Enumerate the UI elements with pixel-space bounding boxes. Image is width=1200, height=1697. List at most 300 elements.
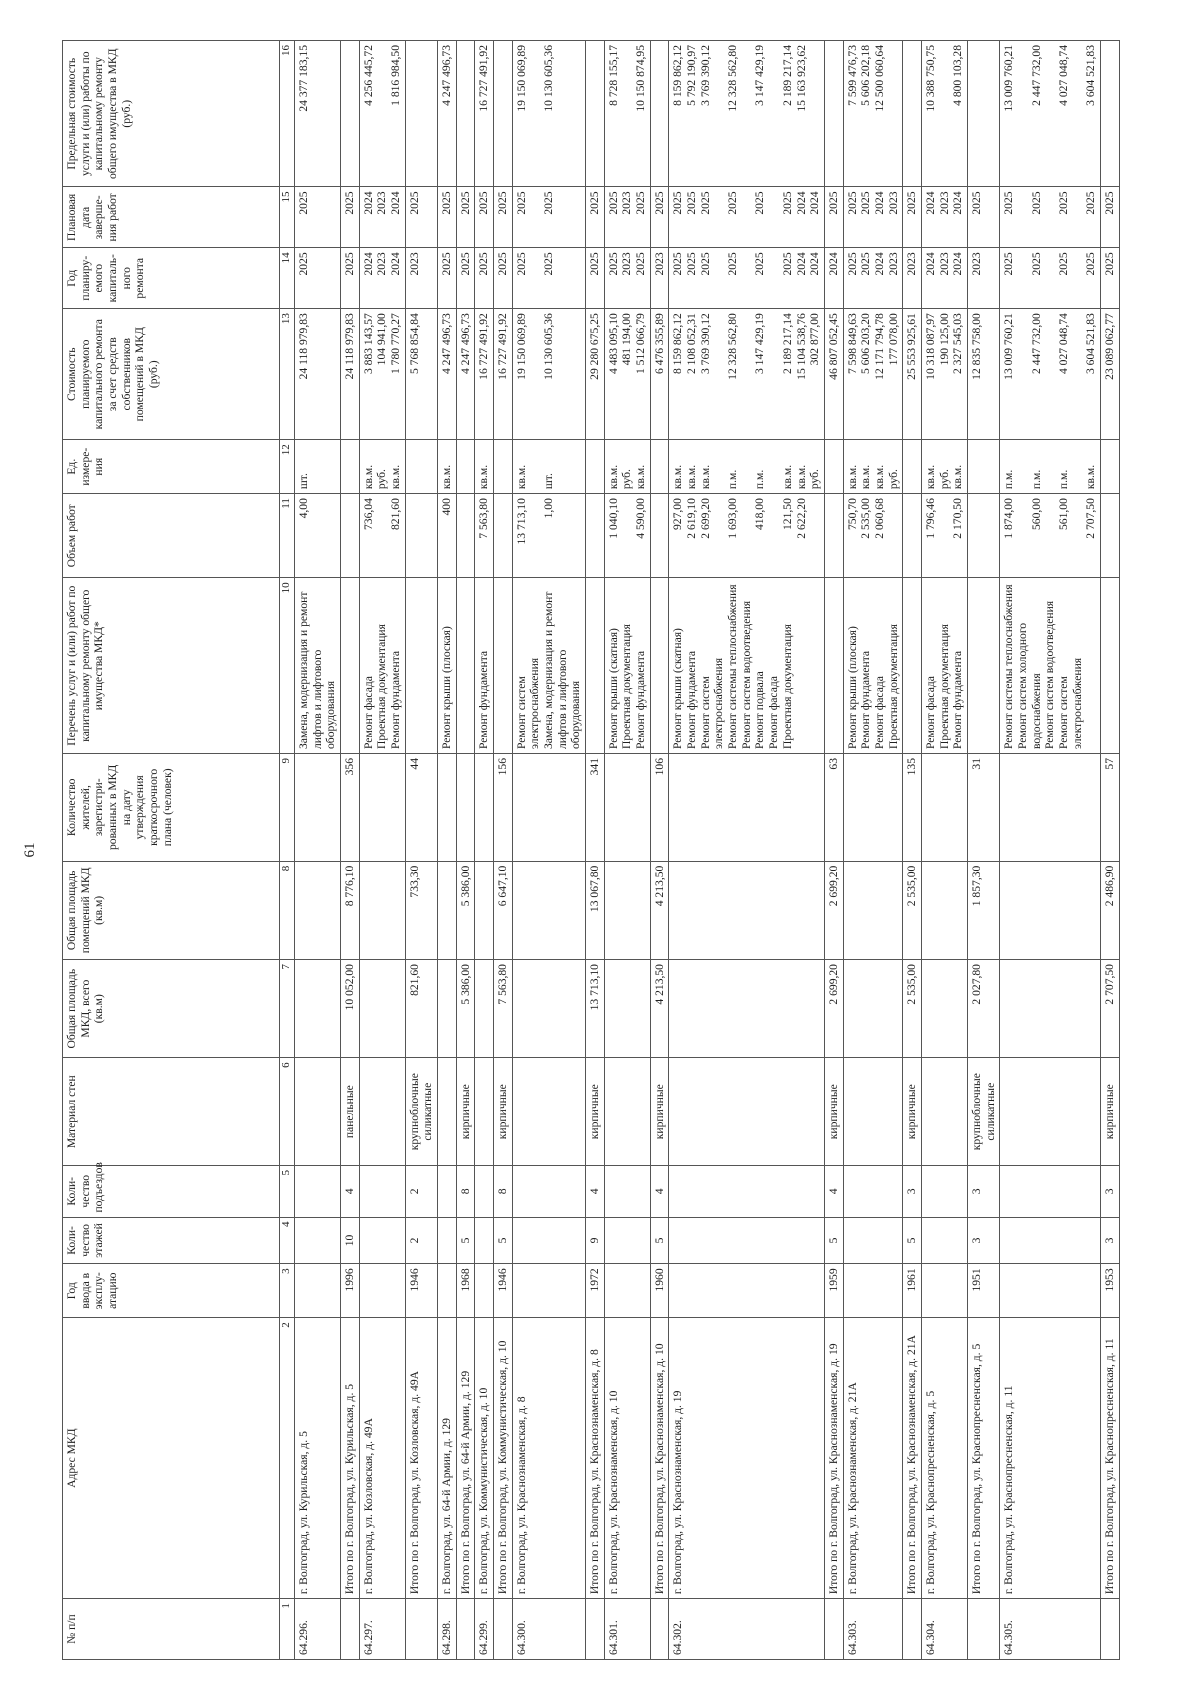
entrances-cell: 4 bbox=[586, 1166, 605, 1218]
address-cell: Итого по г. Волгоград, ул. Краснопресненская, д. 11 bbox=[1100, 1318, 1119, 1599]
rotated-page bbox=[22, 40, 1142, 1660]
planned-cost-cell: 4 247 496,73 bbox=[438, 309, 457, 440]
row-number bbox=[903, 1599, 922, 1660]
header-row bbox=[63, 41, 280, 1660]
limit-cost-cell bbox=[494, 41, 513, 187]
table-row bbox=[921, 41, 967, 1660]
entrances-cell: 2 bbox=[405, 1166, 437, 1218]
year-built-cell bbox=[475, 1264, 494, 1318]
capital-repair-table bbox=[62, 40, 1120, 1660]
column-number: 10 bbox=[280, 578, 295, 754]
wall-material-cell: кирпичные bbox=[903, 1058, 922, 1166]
unit-cell: кв.м. bbox=[475, 440, 494, 494]
entrances-cell: 4 bbox=[824, 1166, 843, 1218]
year-built-cell: 1972 bbox=[586, 1264, 605, 1318]
row-number bbox=[405, 1599, 437, 1660]
header-cell: Объем работ bbox=[63, 494, 280, 578]
planned-cost-cell: 24 118 979,83 bbox=[295, 309, 341, 440]
completion-date-cell: 2025 2025 2025 2025 bbox=[1000, 187, 1101, 248]
row-number: 64.296. bbox=[295, 1599, 341, 1660]
repair-year-cell: 2024 2023 2024 bbox=[921, 248, 967, 309]
row-number bbox=[341, 1599, 360, 1660]
floors-cell: 3 bbox=[967, 1217, 999, 1264]
work-volume-cell bbox=[650, 494, 669, 578]
row-number: 64.304. bbox=[921, 1599, 967, 1660]
work-volume-cell bbox=[405, 494, 437, 578]
floors-cell bbox=[295, 1217, 341, 1264]
limit-cost-cell bbox=[456, 41, 475, 187]
completion-date-cell: 2025 bbox=[475, 187, 494, 248]
premises-area-cell: 13 067,80 bbox=[586, 861, 605, 959]
repair-year-cell: 2025 bbox=[438, 248, 457, 309]
wall-material-cell: крупноблочные силикатные bbox=[967, 1058, 999, 1166]
row-number: 64.299. bbox=[475, 1599, 494, 1660]
floors-cell: 3 bbox=[1100, 1217, 1119, 1264]
row-number bbox=[824, 1599, 843, 1660]
unit-cell: кв.м. bbox=[438, 440, 457, 494]
works-list-cell bbox=[405, 578, 437, 754]
column-number: 14 bbox=[280, 248, 295, 309]
header-cell: Общая площадь МКД, всего (кв.м) bbox=[63, 960, 280, 1058]
entrances-cell bbox=[604, 1166, 650, 1218]
premises-area-cell: 4 213,50 bbox=[650, 861, 669, 959]
premises-area-cell bbox=[475, 861, 494, 959]
wall-material-cell bbox=[295, 1058, 341, 1166]
entrances-cell: 8 bbox=[494, 1166, 513, 1218]
work-volume-cell bbox=[586, 494, 605, 578]
wall-material-cell bbox=[1000, 1058, 1101, 1166]
year-built-cell bbox=[669, 1264, 824, 1318]
entrances-cell: 3 bbox=[1100, 1166, 1119, 1218]
limit-cost-cell: 16 727 491,92 bbox=[475, 41, 494, 187]
premises-area-cell: 5 386,00 bbox=[456, 861, 475, 959]
total-area-cell: 4 213,50 bbox=[650, 960, 669, 1058]
unit-cell: п.м. п.м. п.м. кв.м. bbox=[1000, 440, 1101, 494]
limit-cost-cell: 4 247 496,73 bbox=[438, 41, 457, 187]
unit-cell bbox=[586, 440, 605, 494]
limit-cost-cell: 8 728 155,17 10 150 874,95 bbox=[604, 41, 650, 187]
limit-cost-cell: 13 009 760,21 2 447 732,00 4 027 048,74 3 604 521,83 bbox=[1000, 41, 1101, 187]
completion-date-cell: 2024 2023 2024 bbox=[921, 187, 967, 248]
wall-material-cell bbox=[359, 1058, 405, 1166]
completion-date-cell: 2025 bbox=[494, 187, 513, 248]
year-built-cell: 1961 bbox=[903, 1264, 922, 1318]
header-cell: Перечень услуг и (или) работ по капитальному ремонту общего имущества МКД* bbox=[63, 578, 280, 754]
premises-area-cell: 733,30 bbox=[405, 861, 437, 959]
planned-cost-cell: 29 280 675,25 bbox=[586, 309, 605, 440]
planned-cost-cell: 4 247 496,73 bbox=[456, 309, 475, 440]
wall-material-cell: панельные bbox=[341, 1058, 360, 1166]
planned-cost-cell: 16 727 491,92 bbox=[494, 309, 513, 440]
total-area-cell: 13 713,10 bbox=[586, 960, 605, 1058]
floors-cell bbox=[669, 1217, 824, 1264]
table-row bbox=[438, 41, 457, 1660]
header-cell: Год ввода в эксплу-атацию bbox=[63, 1264, 280, 1318]
limit-cost-cell: 7 599 476,73 5 606 202,18 12 500 060,64 bbox=[843, 41, 903, 187]
year-built-cell: 1968 bbox=[456, 1264, 475, 1318]
works-list-cell: Замена, модернизация и ремонт лифтов и лифтового оборудования bbox=[295, 578, 341, 754]
premises-area-cell bbox=[604, 861, 650, 959]
entrances-cell bbox=[1000, 1166, 1101, 1218]
planned-cost-cell: 6 476 355,89 bbox=[650, 309, 669, 440]
total-row bbox=[586, 41, 605, 1660]
planned-cost-cell: 46 807 052,45 bbox=[824, 309, 843, 440]
year-built-cell: 1953 bbox=[1100, 1264, 1119, 1318]
column-number-row bbox=[280, 41, 295, 1660]
header-cell: Предельная стоимость услуги и (или) работы по капитальному ремонту общего имущества в МКД (руб.) bbox=[63, 41, 280, 187]
wall-material-cell bbox=[512, 1058, 585, 1166]
work-volume-cell bbox=[903, 494, 922, 578]
work-volume-cell bbox=[341, 494, 360, 578]
header-cell: Адрес МКД bbox=[63, 1318, 280, 1599]
table-row bbox=[843, 41, 903, 1660]
wall-material-cell: кирпичные bbox=[494, 1058, 513, 1166]
work-volume-cell: 4,00 bbox=[295, 494, 341, 578]
address-cell: Итого по г. Волгоград, ул. Краснознаменская, д. 10 bbox=[650, 1318, 669, 1599]
repair-year-cell: 2024 2023 2024 bbox=[359, 248, 405, 309]
column-number: 3 bbox=[280, 1264, 295, 1318]
completion-date-cell: 2025 bbox=[295, 187, 341, 248]
column-number: 15 bbox=[280, 187, 295, 248]
unit-cell bbox=[456, 440, 475, 494]
year-built-cell: 1951 bbox=[967, 1264, 999, 1318]
completion-date-cell: 2024 2023 2024 bbox=[359, 187, 405, 248]
address-cell: г. Волгоград, ул. Краснознаменская, д. 19 bbox=[669, 1318, 824, 1599]
premises-area-cell bbox=[359, 861, 405, 959]
repair-year-cell: 2023 bbox=[903, 248, 922, 309]
address-cell: г. Волгоград, ул. Краснопресненская, д. 5 bbox=[921, 1318, 967, 1599]
residents-cell bbox=[843, 754, 903, 862]
unit-cell: кв.м. кв.м. кв.м. руб. bbox=[843, 440, 903, 494]
works-list-cell: Ремонт крыши (скатная) Ремонт фундамента Ремонт систем электроснабжения Ремонт системы теплоснабжения Ремонт систем водоотведения Ремонт подвала Ремонт фасада Проектная документация bbox=[669, 578, 824, 754]
unit-cell bbox=[967, 440, 999, 494]
works-list-cell bbox=[967, 578, 999, 754]
works-list-cell: Ремонт системы теплоснабжения Ремонт систем холодного водоснабжения Ремонт систем водоотведения Ремонт систем электроснабжения bbox=[1000, 578, 1101, 754]
table-row bbox=[669, 41, 824, 1660]
repair-year-cell: 2025 bbox=[494, 248, 513, 309]
floors-cell bbox=[921, 1217, 967, 1264]
address-cell: Итого по г. Волгоград, ул. Краснопресненская, д. 5 bbox=[967, 1318, 999, 1599]
entrances-cell: 3 bbox=[967, 1166, 999, 1218]
column-number: 7 bbox=[280, 960, 295, 1058]
completion-date-cell: 2025 bbox=[438, 187, 457, 248]
wall-material-cell bbox=[843, 1058, 903, 1166]
year-built-cell bbox=[359, 1264, 405, 1318]
header-cell: Материал стен bbox=[63, 1058, 280, 1166]
work-volume-cell bbox=[967, 494, 999, 578]
floors-cell bbox=[475, 1217, 494, 1264]
work-volume-cell bbox=[824, 494, 843, 578]
premises-area-cell bbox=[669, 861, 824, 959]
residents-cell: 63 bbox=[824, 754, 843, 862]
total-area-cell: 2 699,20 bbox=[824, 960, 843, 1058]
column-number: 8 bbox=[280, 861, 295, 959]
works-list-cell: Ремонт фундамента bbox=[475, 578, 494, 754]
works-list-cell bbox=[650, 578, 669, 754]
column-number: 16 bbox=[280, 41, 295, 187]
total-area-cell bbox=[438, 960, 457, 1058]
row-number bbox=[494, 1599, 513, 1660]
works-list-cell: Ремонт систем электроснабжения Замена, модернизация и ремонт лифтов и лифтового оборудования bbox=[512, 578, 585, 754]
works-list-cell bbox=[1100, 578, 1119, 754]
completion-date-cell: 2025 bbox=[903, 187, 922, 248]
entrances-cell bbox=[359, 1166, 405, 1218]
table-row bbox=[512, 41, 585, 1660]
address-cell: Итого по г. Волгоград, ул. Коммунистическая, д. 10 bbox=[494, 1318, 513, 1599]
completion-date-cell: 2025 bbox=[967, 187, 999, 248]
residents-cell: 57 bbox=[1100, 754, 1119, 862]
repair-year-cell: 2023 bbox=[405, 248, 437, 309]
residents-cell bbox=[438, 754, 457, 862]
column-number: 9 bbox=[280, 754, 295, 862]
premises-area-cell bbox=[295, 861, 341, 959]
planned-cost-cell: 10 318 087,97 190 125,00 2 327 545,03 bbox=[921, 309, 967, 440]
row-number: 64.302. bbox=[669, 1599, 824, 1660]
floors-cell: 9 bbox=[586, 1217, 605, 1264]
total-area-cell bbox=[604, 960, 650, 1058]
entrances-cell bbox=[295, 1166, 341, 1218]
entrances-cell: 4 bbox=[650, 1166, 669, 1218]
address-cell: г. Волгоград, ул. Краснопресненская, д. 11 bbox=[1000, 1318, 1101, 1599]
table-row bbox=[359, 41, 405, 1660]
limit-cost-cell bbox=[967, 41, 999, 187]
total-area-cell bbox=[921, 960, 967, 1058]
row-number bbox=[1100, 1599, 1119, 1660]
wall-material-cell: кирпичные bbox=[456, 1058, 475, 1166]
repair-year-cell: 2025 bbox=[456, 248, 475, 309]
residents-cell: 356 bbox=[341, 754, 360, 862]
work-volume-cell bbox=[494, 494, 513, 578]
total-row bbox=[650, 41, 669, 1660]
address-cell: г. Волгоград, ул. Краснознаменская, д. 10 bbox=[604, 1318, 650, 1599]
planned-cost-cell: 16 727 491,92 bbox=[475, 309, 494, 440]
planned-cost-cell: 13 009 760,21 2 447 732,00 4 027 048,74 3 604 521,83 bbox=[1000, 309, 1101, 440]
year-built-cell bbox=[512, 1264, 585, 1318]
header-cell: Общая площадь помещений МКД (кв.м) bbox=[63, 861, 280, 959]
unit-cell bbox=[903, 440, 922, 494]
works-list-cell: Ремонт фасада Проектная документация Ремонт фундамента bbox=[359, 578, 405, 754]
works-list-cell bbox=[341, 578, 360, 754]
wall-material-cell: кирпичные bbox=[650, 1058, 669, 1166]
work-volume-cell bbox=[456, 494, 475, 578]
work-volume-cell: 1 874,00 560,00 561,00 2 707,50 bbox=[1000, 494, 1101, 578]
year-built-cell: 1996 bbox=[341, 1264, 360, 1318]
planned-cost-cell: 25 553 925,61 bbox=[903, 309, 922, 440]
floors-cell: 5 bbox=[456, 1217, 475, 1264]
residents-cell bbox=[295, 754, 341, 862]
premises-area-cell: 2 486,90 bbox=[1100, 861, 1119, 959]
year-built-cell: 1946 bbox=[405, 1264, 437, 1318]
premises-area-cell bbox=[1000, 861, 1101, 959]
unit-cell bbox=[650, 440, 669, 494]
column-number: 11 bbox=[280, 494, 295, 578]
address-cell: г. Волгоград, ул. Коммунистическая, д. 10 bbox=[475, 1318, 494, 1599]
entrances-cell bbox=[512, 1166, 585, 1218]
residents-cell bbox=[604, 754, 650, 862]
address-cell: г. Волгоград, ул. Краснознаменская, д. 8 bbox=[512, 1318, 585, 1599]
row-number bbox=[967, 1599, 999, 1660]
total-row bbox=[341, 41, 360, 1660]
wall-material-cell: крупноблочные силикатные bbox=[405, 1058, 437, 1166]
repair-year-cell: 2025 bbox=[295, 248, 341, 309]
column-number: 2 bbox=[280, 1318, 295, 1599]
total-area-cell: 2 027,80 bbox=[967, 960, 999, 1058]
row-number: 64.300. bbox=[512, 1599, 585, 1660]
entrances-cell bbox=[475, 1166, 494, 1218]
floors-cell bbox=[512, 1217, 585, 1264]
residents-cell: 31 bbox=[967, 754, 999, 862]
limit-cost-cell bbox=[1100, 41, 1119, 187]
repair-year-cell: 2025 2025 2025 2025 2025 2025 2024 2024 bbox=[669, 248, 824, 309]
works-list-cell: Ремонт крыши (скатная) Проектная документация Ремонт фундамента bbox=[604, 578, 650, 754]
wall-material-cell bbox=[438, 1058, 457, 1166]
residents-cell bbox=[456, 754, 475, 862]
planned-cost-cell: 5 768 854,84 bbox=[405, 309, 437, 440]
completion-date-cell: 2025 bbox=[824, 187, 843, 248]
completion-date-cell: 2025 bbox=[405, 187, 437, 248]
year-built-cell: 1960 bbox=[650, 1264, 669, 1318]
entrances-cell: 3 bbox=[903, 1166, 922, 1218]
address-cell: г. Волгоград, ул. 64-й Армии, д. 129 bbox=[438, 1318, 457, 1599]
repair-year-cell: 2025 2025 2024 2023 bbox=[843, 248, 903, 309]
repair-year-cell: 2025 bbox=[586, 248, 605, 309]
row-number: 64.297. bbox=[359, 1599, 405, 1660]
work-volume-cell: 927,00 2 619,10 2 699,20 1 693,00 418,00 121,50 2 622,20 bbox=[669, 494, 824, 578]
premises-area-cell: 8 776,10 bbox=[341, 861, 360, 959]
column-number: 5 bbox=[280, 1166, 295, 1218]
limit-cost-cell bbox=[824, 41, 843, 187]
repair-year-cell: 2024 bbox=[824, 248, 843, 309]
address-cell: Итого по г. Волгоград, ул. 64-й Армии, д. 129 bbox=[456, 1318, 475, 1599]
repair-year-cell: 2025 2023 2025 bbox=[604, 248, 650, 309]
limit-cost-cell bbox=[405, 41, 437, 187]
limit-cost-cell bbox=[903, 41, 922, 187]
table-body bbox=[295, 41, 1120, 1660]
planned-cost-cell: 4 483 095,10 481 194,00 1 512 066,79 bbox=[604, 309, 650, 440]
residents-cell bbox=[669, 754, 824, 862]
address-cell: Итого по г. Волгоград, ул. Козловская, д. 49А bbox=[405, 1318, 437, 1599]
limit-cost-cell bbox=[586, 41, 605, 187]
floors-cell bbox=[604, 1217, 650, 1264]
completion-date-cell: 2025 bbox=[586, 187, 605, 248]
residents-cell bbox=[921, 754, 967, 862]
planned-cost-cell: 7 598 849,63 5 606 203,20 12 171 794,78 177 078,00 bbox=[843, 309, 903, 440]
unit-cell: кв.м. руб. кв.м. bbox=[359, 440, 405, 494]
repair-year-cell: 2025 bbox=[475, 248, 494, 309]
work-volume-cell bbox=[1100, 494, 1119, 578]
total-area-cell bbox=[843, 960, 903, 1058]
column-number: 12 bbox=[280, 440, 295, 494]
table-row bbox=[1000, 41, 1101, 1660]
header-cell: Количество жителей, зарегистри-рованных в МКД на дату утверждения краткосрочного плана (человек) bbox=[63, 754, 280, 862]
limit-cost-cell: 8 159 862,12 5 792 190,97 3 769 390,12 12 328 562,80 3 147 429,19 2 189 217,14 15 163 923,62 bbox=[669, 41, 824, 187]
planned-cost-cell: 8 159 862,12 2 108 052,31 3 769 390,12 12 328 562,80 3 147 429,19 2 189 217,14 15 104 538,76 302 877,00 bbox=[669, 309, 824, 440]
total-area-cell bbox=[512, 960, 585, 1058]
residents-cell: 135 bbox=[903, 754, 922, 862]
planned-cost-cell: 23 089 062,77 bbox=[1100, 309, 1119, 440]
residents-cell bbox=[1000, 754, 1101, 862]
works-list-cell: Ремонт крыши (плоская) Ремонт фундамента Ремонт фасада Проектная документация bbox=[843, 578, 903, 754]
works-list-cell: Ремонт фасада Проектная документация Ремонт фундамента bbox=[921, 578, 967, 754]
row-number: 64.303. bbox=[843, 1599, 903, 1660]
total-row bbox=[1100, 41, 1119, 1660]
works-list-cell bbox=[903, 578, 922, 754]
wall-material-cell: кирпичные bbox=[1100, 1058, 1119, 1166]
residents-cell: 106 bbox=[650, 754, 669, 862]
wall-material-cell: кирпичные bbox=[824, 1058, 843, 1166]
unit-cell bbox=[405, 440, 437, 494]
table-row bbox=[475, 41, 494, 1660]
limit-cost-cell: 19 150 069,89 10 130 605,36 bbox=[512, 41, 585, 187]
total-area-cell: 7 563,80 bbox=[494, 960, 513, 1058]
page-number: 61 bbox=[22, 842, 38, 858]
planned-cost-cell: 12 835 758,00 bbox=[967, 309, 999, 440]
repair-year-cell: 2025 bbox=[341, 248, 360, 309]
unit-cell: шт. bbox=[295, 440, 341, 494]
completion-date-cell: 2025 bbox=[650, 187, 669, 248]
entrances-cell bbox=[669, 1166, 824, 1218]
floors-cell: 5 bbox=[903, 1217, 922, 1264]
work-volume-cell: 13 713,10 1,00 bbox=[512, 494, 585, 578]
completion-date-cell: 2025 2025 2025 2025 2025 2025 2024 2024 bbox=[669, 187, 824, 248]
address-cell: г. Волгоград, ул. Краснознаменская, д. 21А bbox=[843, 1318, 903, 1599]
header-cell: № п/п bbox=[63, 1599, 280, 1660]
entrances-cell: 8 bbox=[456, 1166, 475, 1218]
floors-cell: 5 bbox=[494, 1217, 513, 1264]
header-cell: Плановая дата заверше-ния работ bbox=[63, 187, 280, 248]
column-number: 6 bbox=[280, 1058, 295, 1166]
wall-material-cell: кирпичные bbox=[586, 1058, 605, 1166]
total-area-cell bbox=[475, 960, 494, 1058]
floors-cell bbox=[438, 1217, 457, 1264]
total-row bbox=[456, 41, 475, 1660]
address-cell: Итого по г. Волгоград, ул. Краснознаменская, д. 8 bbox=[586, 1318, 605, 1599]
year-built-cell bbox=[604, 1264, 650, 1318]
repair-year-cell: 2023 bbox=[967, 248, 999, 309]
address-cell: Итого по г. Волгоград, ул. Краснознаменская, д. 21А bbox=[903, 1318, 922, 1599]
works-list-cell: Ремонт крыши (плоская) bbox=[438, 578, 457, 754]
residents-cell: 156 bbox=[494, 754, 513, 862]
planned-cost-cell: 3 883 143,57 104 941,00 1 780 770,27 bbox=[359, 309, 405, 440]
year-built-cell bbox=[295, 1264, 341, 1318]
column-number: 4 bbox=[280, 1217, 295, 1264]
limit-cost-cell: 24 377 183,15 bbox=[295, 41, 341, 187]
row-number: 64.301. bbox=[604, 1599, 650, 1660]
residents-cell bbox=[475, 754, 494, 862]
header-cell: Коли-чество подъездов bbox=[63, 1166, 280, 1218]
unit-cell: кв.м. руб. кв.м. bbox=[921, 440, 967, 494]
premises-area-cell bbox=[512, 861, 585, 959]
completion-date-cell: 2025 bbox=[1100, 187, 1119, 248]
entrances-cell bbox=[921, 1166, 967, 1218]
column-number: 13 bbox=[280, 309, 295, 440]
total-area-cell bbox=[295, 960, 341, 1058]
floors-cell bbox=[1000, 1217, 1101, 1264]
address-cell: г. Волгоград, ул. Козловская, д. 49А bbox=[359, 1318, 405, 1599]
planned-cost-cell: 24 118 979,83 bbox=[341, 309, 360, 440]
work-volume-cell: 1 796,46 2 170,50 bbox=[921, 494, 967, 578]
repair-year-cell: 2025 2025 bbox=[512, 248, 585, 309]
total-area-cell: 2 535,00 bbox=[903, 960, 922, 1058]
completion-date-cell: 2025 bbox=[341, 187, 360, 248]
unit-cell: кв.м. руб. кв.м. bbox=[604, 440, 650, 494]
work-volume-cell: 1 040,10 4 590,00 bbox=[604, 494, 650, 578]
floors-cell bbox=[843, 1217, 903, 1264]
floors-cell bbox=[359, 1217, 405, 1264]
row-number bbox=[586, 1599, 605, 1660]
row-number: 64.298. bbox=[438, 1599, 457, 1660]
table-row bbox=[604, 41, 650, 1660]
